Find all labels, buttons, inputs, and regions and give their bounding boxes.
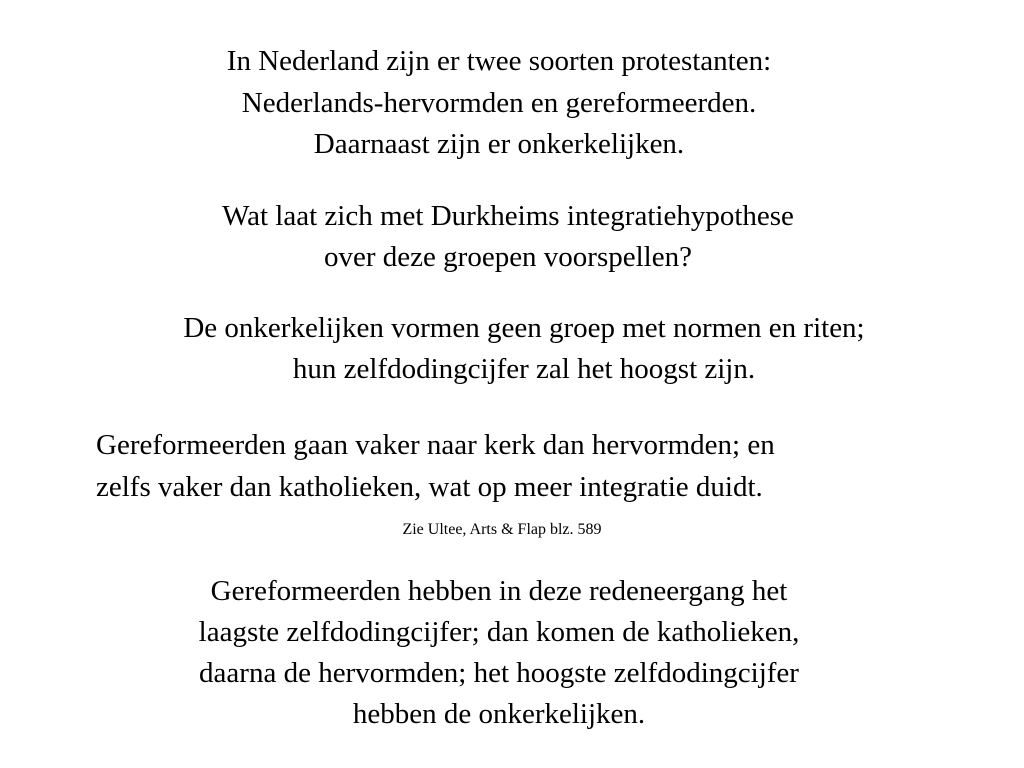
text-line: zelfs vaker dan katholieken, wat op meer integratie duidt. [96, 471, 763, 503]
text-line: Gereformeerden hebben in deze redeneergang het [210, 575, 788, 607]
text-line: Gereformeerden gaan vaker naar kerk dan hervormden; en [96, 429, 775, 461]
text-line: In Nederland zijn er twee soorten protestanten: [226, 45, 772, 77]
text-line: hun zelfdodingcijfer zal het hoogst zijn. [292, 353, 756, 385]
reference-note: Zie Ultee, Arts & Flap blz. 589 [402, 521, 602, 538]
text-line: Daarnaast zijn er onkerkelijken. [313, 128, 685, 160]
text-line: Nederlands-hervormden en gereformeerden. [241, 87, 757, 119]
text-line: hebben de onkerkelijken. [352, 698, 646, 730]
text-line: over deze groepen voorspellen? [324, 241, 692, 273]
text-line: Wat laat zich met Durkheims integratiehypothese [222, 200, 794, 232]
text-line: laagste zelfdodingcijfer; dan komen de katholieken, [198, 616, 800, 648]
text-line: De onkerkelijken vormen geen groep met normen en riten; [183, 312, 865, 344]
text-line: daarna de hervormden; het hoogste zelfdodingcijfer [199, 657, 799, 689]
